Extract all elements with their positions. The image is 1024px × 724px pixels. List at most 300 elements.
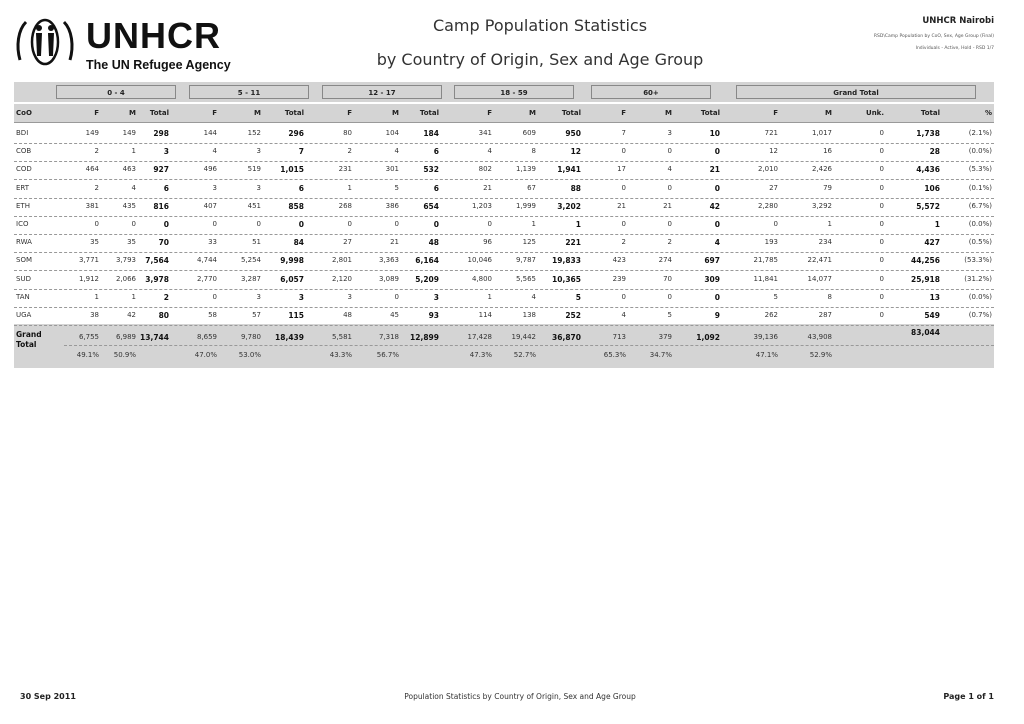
cell-total: 950: [565, 129, 581, 138]
cell-f: 2,010: [757, 165, 778, 174]
cell-total: 6: [433, 183, 439, 193]
cell-total: 697: [704, 256, 720, 266]
cell-m: 3,287: [240, 274, 261, 283]
cell-f: 21: [483, 183, 492, 192]
cell-m: 104: [385, 129, 399, 137]
cell-unk: 0: [879, 292, 884, 301]
cell-m: 609: [522, 129, 536, 137]
cell-total: 7,564: [145, 256, 169, 266]
grand-total-f: 6,755: [78, 333, 99, 341]
cell-m: 3: [667, 129, 672, 137]
grand-total-f: 17,428: [467, 333, 492, 341]
row-country-code: ERT: [16, 183, 30, 192]
grand-total-pct: 43.3%: [329, 351, 352, 359]
cell-f: 35: [90, 238, 99, 247]
grand-total-m: 6,989: [115, 333, 136, 341]
cell-total: 1,015: [280, 165, 304, 175]
cell-m: 138: [522, 311, 536, 319]
grand-total-m: 9,780: [240, 333, 261, 341]
cell-f: 239: [612, 274, 626, 283]
cell-f: 496: [203, 165, 217, 174]
cell-total: 84: [293, 238, 304, 248]
report-meta-line2: Individuals - Active, Hold - RSD 1/7: [915, 46, 994, 51]
cell-total: 9: [714, 311, 720, 320]
column-header-m: M: [825, 109, 832, 117]
cell-m: 4: [667, 165, 672, 174]
cell-f: 0: [621, 183, 626, 192]
report-meta-line1: RSD\Camp Population by CoO, Sex, Age Group (Final): [873, 34, 994, 39]
cell-m: 386: [385, 201, 399, 210]
cell-total: 309: [704, 274, 720, 284]
cell-total: 7: [298, 147, 304, 157]
cell-f: 80: [343, 129, 352, 137]
cell-m: 8: [531, 147, 536, 156]
row-country-code: SOM: [16, 256, 32, 265]
cell-m: 125: [522, 238, 536, 247]
cell-f: 4,744: [196, 256, 217, 265]
grand-total-m: 7,318: [378, 333, 399, 341]
cell-pct: (0.0%): [968, 292, 992, 301]
cell-f: 2: [94, 183, 99, 192]
row-country-code: SUD: [16, 274, 31, 283]
cell-total: 19,833: [552, 256, 581, 266]
column-header-f: F: [621, 109, 626, 117]
cell-f: 33: [208, 238, 217, 247]
cell-f: 2,120: [331, 274, 352, 283]
grand-total-total: 36,870: [552, 333, 581, 342]
age-group-band: [14, 82, 994, 102]
cell-f: 17: [617, 165, 626, 174]
cell-m: 3,089: [378, 274, 399, 283]
cell-f: 2: [94, 147, 99, 156]
cell-total: 221: [565, 238, 581, 248]
cell-f: 0: [773, 220, 778, 228]
column-header-coo: CoO: [16, 109, 32, 117]
footer-caption: Population Statistics by Country of Origin, Sex and Age Group: [404, 692, 636, 701]
cell-m: 22,471: [807, 256, 832, 265]
cell-unk: 0: [879, 238, 884, 247]
column-header-pct: %: [984, 109, 992, 117]
cell-m: 35: [127, 238, 136, 247]
cell-total: 42: [709, 201, 720, 211]
cell-m: 67: [527, 183, 536, 192]
cell-m: 1: [131, 147, 136, 156]
column-header-total: Total: [284, 109, 304, 117]
grand-total-f: 713: [612, 333, 626, 341]
grand-total-m: 379: [658, 333, 672, 341]
cell-pct: (2.1%): [968, 129, 992, 137]
cell-m: 435: [122, 201, 136, 210]
cell-f: 21: [617, 201, 626, 210]
report-subtitle: by Country of Origin, Sex and Age Group: [376, 50, 704, 69]
cell-pct: (6.7%): [968, 201, 992, 210]
cell-m: 1,017: [811, 129, 832, 137]
cell-m: 463: [122, 165, 136, 174]
cell-total: 858: [288, 201, 304, 211]
grand-total-divider: [64, 345, 994, 346]
cell-f: 4: [487, 147, 492, 156]
cell-f: 0: [621, 292, 626, 301]
grand-total-f: 39,136: [753, 333, 778, 341]
cell-unk: 0: [879, 165, 884, 174]
cell-f: 4: [212, 147, 217, 156]
column-header-total: Total: [920, 109, 940, 117]
cell-m: 301: [385, 165, 399, 174]
row-country-code: ICO: [16, 220, 29, 228]
cell-m: 3: [256, 147, 261, 156]
table-row: [14, 197, 994, 217]
cell-total: 21: [709, 165, 720, 175]
cell-m: 4: [394, 147, 399, 156]
cell-f: 3: [212, 183, 217, 192]
cell-unk: 0: [879, 311, 884, 319]
cell-total: 6: [298, 183, 304, 193]
table-row: [14, 288, 994, 308]
cell-total: 48: [428, 238, 439, 248]
cell-pct: (53.3%): [964, 256, 992, 265]
column-header-m: M: [529, 109, 536, 117]
cell-pct: (0.0%): [968, 147, 992, 156]
cell-f: 464: [85, 165, 99, 174]
cell-total: 4: [714, 238, 720, 248]
cell-total: 106: [924, 183, 940, 193]
cell-f: 193: [764, 238, 778, 247]
grand-total-pct: 52.7%: [513, 351, 536, 359]
grand-total-pct: 56.7%: [376, 351, 399, 359]
cell-f: 3: [347, 292, 352, 301]
row-country-code: COB: [16, 147, 32, 156]
cell-m: 274: [658, 256, 672, 265]
cell-total: 44,256: [911, 256, 940, 266]
cell-f: 27: [769, 183, 778, 192]
cell-m: 0: [131, 220, 136, 228]
column-header-f: F: [773, 109, 778, 117]
cell-m: 149: [122, 129, 136, 137]
cell-total: 10,365: [552, 274, 581, 284]
grand-total-total: 83,044: [911, 328, 940, 337]
cell-f: 5: [773, 292, 778, 301]
cell-f: 114: [478, 311, 492, 319]
grand-total-pct: 47.1%: [755, 351, 778, 359]
cell-total: 5: [575, 292, 581, 302]
cell-total: 3: [163, 147, 169, 157]
cell-total: 654: [423, 201, 439, 211]
column-header-f: F: [347, 109, 352, 117]
table-row: [14, 124, 994, 144]
cell-total: 1,738: [916, 129, 940, 138]
cell-f: 2,770: [196, 274, 217, 283]
cell-total: 6,164: [415, 256, 439, 266]
cell-f: 268: [338, 201, 352, 210]
cell-total: 0: [163, 220, 169, 229]
cell-f: 231: [338, 165, 352, 174]
column-header-m: M: [392, 109, 399, 117]
cell-total: 5,209: [415, 274, 439, 284]
cell-total: 549: [924, 311, 940, 320]
cell-total: 816: [153, 201, 169, 211]
cell-m: 21: [663, 201, 672, 210]
cell-m: 5: [667, 311, 672, 319]
cell-m: 8: [827, 292, 832, 301]
cell-m: 14,077: [807, 274, 832, 283]
cell-f: 1: [94, 292, 99, 301]
cell-f: 3,771: [78, 256, 99, 265]
cell-m: 4: [531, 292, 536, 301]
cell-f: 423: [612, 256, 626, 265]
column-header-row: [14, 104, 994, 123]
cell-f: 4,800: [471, 274, 492, 283]
column-header-total: Total: [561, 109, 581, 117]
cell-m: 3,363: [378, 256, 399, 265]
cell-total: 70: [158, 238, 169, 248]
cell-m: 21: [390, 238, 399, 247]
grand-total-pct: 65.3%: [603, 351, 626, 359]
cell-f: 721: [764, 129, 778, 137]
table-row: [14, 233, 994, 253]
cell-f: 2,280: [757, 201, 778, 210]
cell-m: 0: [256, 220, 261, 228]
cell-total: 6: [163, 183, 169, 193]
cell-m: 1,999: [515, 201, 536, 210]
group-header-grand-total: Grand Total: [736, 85, 976, 99]
table-row: [14, 215, 994, 235]
cell-f: 11,841: [753, 274, 778, 283]
column-header-total: Total: [419, 109, 439, 117]
cell-f: 144: [203, 129, 217, 137]
cell-unk: 0: [879, 147, 884, 156]
cell-total: 0: [714, 292, 720, 302]
cell-pct: (0.1%): [968, 183, 992, 192]
cell-total: 298: [153, 129, 169, 138]
table-row: [14, 179, 994, 199]
cell-f: 0: [621, 147, 626, 156]
cell-f: 27: [343, 238, 352, 247]
grand-total-total: 12,899: [410, 333, 439, 342]
cell-m: 234: [818, 238, 832, 247]
group-header-age-5-11: 5 - 11: [189, 85, 309, 99]
cell-m: 0: [667, 147, 672, 156]
column-header-m: M: [254, 109, 261, 117]
cell-m: 79: [823, 183, 832, 192]
grand-total-label: Grand Total: [16, 330, 42, 349]
column-header-total: Total: [700, 109, 720, 117]
logo-tagline: The UN Refugee Agency: [86, 58, 231, 72]
cell-m: 0: [394, 220, 399, 228]
cell-pct: (0.0%): [968, 220, 992, 228]
table-row: [14, 251, 994, 271]
cell-total: 115: [288, 311, 304, 320]
cell-m: 2: [667, 238, 672, 247]
cell-m: 2,066: [115, 274, 136, 283]
cell-m: 9,787: [515, 256, 536, 265]
row-country-code: UGA: [16, 311, 32, 319]
group-header-age-12-17: 12 - 17: [322, 85, 442, 99]
cell-total: 252: [565, 311, 581, 320]
cell-m: 287: [818, 311, 832, 319]
cell-total: 1: [575, 220, 581, 229]
cell-f: 10,046: [467, 256, 492, 265]
cell-pct: (0.7%): [968, 311, 992, 319]
cell-total: 296: [288, 129, 304, 138]
cell-unk: 0: [879, 129, 884, 137]
grand-total-pct: 47.0%: [194, 351, 217, 359]
cell-unk: 0: [879, 274, 884, 283]
cell-m: 3: [256, 183, 261, 192]
cell-unk: 0: [879, 220, 884, 228]
cell-f: 38: [90, 311, 99, 319]
cell-total: 5,572: [916, 201, 940, 211]
cell-total: 427: [924, 238, 940, 248]
cell-pct: (31.2%): [964, 274, 992, 283]
cell-m: 3,292: [811, 201, 832, 210]
cell-f: 7: [621, 129, 626, 137]
cell-total: 6: [433, 147, 439, 157]
cell-m: 451: [247, 201, 261, 210]
cell-m: 1,139: [515, 165, 536, 174]
cell-unk: 0: [879, 256, 884, 265]
cell-m: 5,254: [240, 256, 261, 265]
grand-total-total: 1,092: [696, 333, 720, 342]
unhcr-emblem-icon: [14, 16, 76, 66]
cell-total: 0: [298, 220, 304, 229]
grand-total-row: [14, 324, 994, 368]
grand-total-f: 5,581: [331, 333, 352, 341]
cell-f: 1,912: [78, 274, 99, 283]
cell-f: 58: [208, 311, 217, 319]
grand-total-pct: 50.9%: [113, 351, 136, 359]
cell-total: 2: [163, 292, 169, 302]
cell-pct: (5.3%): [968, 165, 992, 174]
cell-f: 1: [347, 183, 352, 192]
row-country-code: BDI: [16, 129, 29, 137]
column-header-f: F: [212, 109, 217, 117]
cell-f: 0: [212, 220, 217, 228]
cell-f: 407: [203, 201, 217, 210]
group-header-age-0-4: 0 - 4: [56, 85, 176, 99]
cell-m: 57: [252, 311, 261, 319]
cell-total: 25,918: [911, 274, 940, 284]
cell-f: 1: [487, 292, 492, 301]
cell-m: 2,426: [811, 165, 832, 174]
cell-total: 3,978: [145, 274, 169, 284]
cell-total: 28: [929, 147, 940, 157]
cell-m: 70: [663, 274, 672, 283]
cell-total: 13: [929, 292, 940, 302]
row-country-code: ETH: [16, 201, 30, 210]
cell-total: 927: [153, 165, 169, 175]
cell-total: 3: [298, 292, 304, 302]
group-header-age-60-plus: 60+: [591, 85, 711, 99]
cell-total: 0: [714, 183, 720, 193]
cell-total: 0: [714, 147, 720, 157]
column-header-unk: Unk.: [866, 109, 884, 117]
cell-total: 4,436: [916, 165, 940, 175]
cell-m: 3,793: [115, 256, 136, 265]
grand-total-pct: 53.0%: [238, 351, 261, 359]
cell-total: 3: [433, 292, 439, 302]
footer-page-number: Page 1 of 1: [943, 692, 994, 701]
grand-total-m: 43,908: [807, 333, 832, 341]
cell-f: 1,203: [471, 201, 492, 210]
cell-total: 93: [428, 311, 439, 320]
cell-m: 3: [256, 292, 261, 301]
cell-unk: 0: [879, 201, 884, 210]
cell-m: 51: [252, 238, 261, 247]
cell-m: 0: [394, 292, 399, 301]
cell-total: 1,941: [557, 165, 581, 175]
cell-total: 88: [570, 183, 581, 193]
cell-total: 184: [423, 129, 439, 138]
column-header-total: Total: [149, 109, 169, 117]
cell-f: 0: [94, 220, 99, 228]
cell-m: 1: [827, 220, 832, 228]
cell-total: 532: [423, 165, 439, 175]
cell-f: 2: [347, 147, 352, 156]
cell-m: 152: [247, 129, 261, 137]
cell-f: 262: [764, 311, 778, 319]
cell-m: 1: [531, 220, 536, 228]
table-row: [14, 306, 994, 326]
cell-total: 9,998: [280, 256, 304, 266]
cell-f: 381: [85, 201, 99, 210]
row-country-code: TAN: [16, 292, 30, 301]
cell-f: 802: [478, 165, 492, 174]
cell-f: 0: [347, 220, 352, 228]
cell-m: 1: [131, 292, 136, 301]
grand-total-m: 19,442: [511, 333, 536, 341]
cell-f: 21,785: [753, 256, 778, 265]
cell-f: 96: [483, 238, 492, 247]
column-header-m: M: [129, 109, 136, 117]
grand-total-pct: 49.1%: [76, 351, 99, 359]
cell-f: 48: [343, 311, 352, 319]
report-title: Camp Population Statistics: [432, 16, 648, 35]
cell-f: 2: [621, 238, 626, 247]
cell-f: 149: [85, 129, 99, 137]
footer-date: 30 Sep 2011: [20, 692, 76, 701]
cell-total: 0: [433, 220, 439, 229]
cell-total: 6,057: [280, 274, 304, 284]
cell-total: 3,202: [557, 201, 581, 211]
cell-m: 42: [127, 311, 136, 319]
cell-m: 16: [823, 147, 832, 156]
row-country-code: COD: [16, 165, 32, 174]
grand-total-pct: 47.3%: [469, 351, 492, 359]
column-header-f: F: [94, 109, 99, 117]
cell-f: 12: [769, 147, 778, 156]
cell-f: 0: [621, 220, 626, 228]
cell-total: 80: [158, 311, 169, 320]
cell-pct: (0.5%): [968, 238, 992, 247]
cell-f: 4: [621, 311, 626, 319]
cell-total: 10: [709, 129, 720, 138]
group-header-age-18-59: 18 - 59: [454, 85, 574, 99]
cell-m: 0: [667, 292, 672, 301]
logo-wordmark: UNHCR: [86, 15, 221, 56]
row-country-code: RWA: [16, 238, 32, 247]
column-header-m: M: [665, 109, 672, 117]
cell-m: 0: [667, 220, 672, 228]
office-name: UNHCR Nairobi: [922, 16, 994, 26]
grand-total-pct: 52.9%: [809, 351, 832, 359]
cell-m: 5: [394, 183, 399, 192]
grand-total-f: 8,659: [196, 333, 217, 341]
cell-total: 0: [714, 220, 720, 229]
cell-m: 5,565: [515, 274, 536, 283]
cell-f: 0: [212, 292, 217, 301]
table-row: [14, 270, 994, 290]
cell-m: 519: [247, 165, 261, 174]
